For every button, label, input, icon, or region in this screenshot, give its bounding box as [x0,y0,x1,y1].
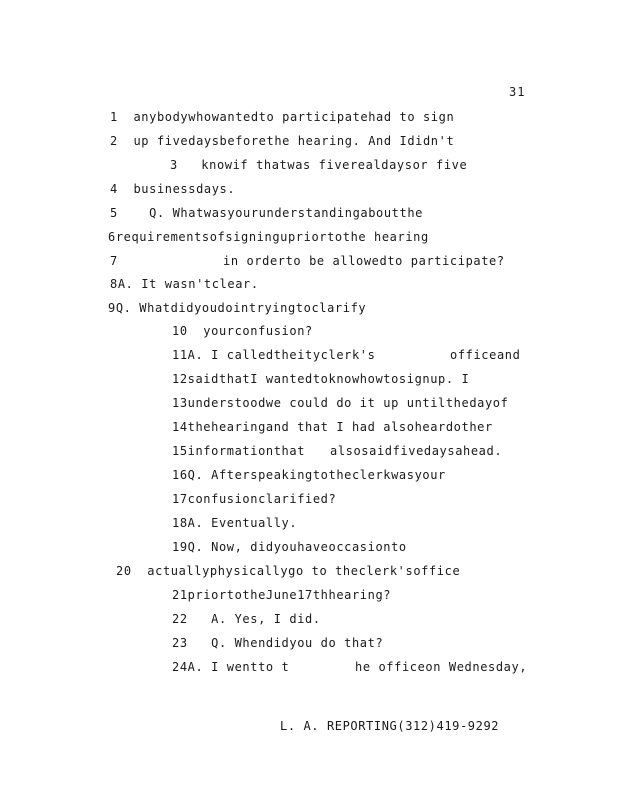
transcript-line-15-end: alsosaidfivedaysahead. [330,444,503,458]
transcript-line-18: 18A. Eventually. [172,516,298,530]
transcript-line-12: 12saidthatI wantedtoknowhowtosignup. I [172,372,470,386]
transcript-line-2: 2 up fivedaysbeforethe hearing. And Ididn't [110,134,455,148]
transcript-line-19: 19Q. Now, didyouhaveoccasionto [172,540,407,554]
reporter-footer: L. A. REPORTING(312)419-9292 [280,719,500,733]
page-number: 31 [509,85,526,99]
transcript-line-9: 9Q. Whatdidyoudointryingtoclarify [108,301,367,315]
transcript-line-1: 1 anybodywhowantedto participatehad to sign [110,110,455,124]
transcript-line-16: 16Q. Afterspeakingtotheclerkwasyour [172,468,446,482]
transcript-line-11-start: 11A. I calledtheityclerk's [172,348,376,362]
transcript-line-17: 17confusionclarified? [172,492,337,506]
transcript-line-11-end: officeand [450,348,521,362]
transcript-line-5: 5 Q. Whatwasyourunderstandingaboutthe [110,206,423,220]
transcript-line-3: 3 knowif thatwas fiverealdaysor five [170,158,468,172]
transcript-line-4: 4 businessdays. [110,182,236,196]
transcript-line-24-end: he officeon Wednesday, [355,660,528,674]
transcript-line-15-start: 15informationthat [172,444,306,458]
transcript-line-22: 22 A. Yes, I did. [172,612,321,626]
transcript-line-7-number: 7 [110,254,118,268]
transcript-line-7-text: in orderto be allowedto participate? [223,254,505,268]
transcript-line-10: 10 yourconfusion? [172,324,313,338]
transcript-line-14: 14thehearingand that I had alsoheardother [172,420,493,434]
transcript-line-13: 13understoodwe could do it up untilthedayof [172,396,509,410]
transcript-line-23: 23 Q. Whendidyou do that? [172,636,384,650]
transcript-line-24-start: 24A. I wentto t [172,660,290,674]
transcript-line-21: 21priortotheJune17thhearing? [172,588,392,602]
transcript-line-6: 6requirementsofsigningupriortothe hearing [108,230,429,244]
transcript-line-8: 8A. It wasn'tclear. [110,277,259,291]
transcript-line-20: 20 actuallyphysicallygo to theclerk'soffice [116,564,461,578]
